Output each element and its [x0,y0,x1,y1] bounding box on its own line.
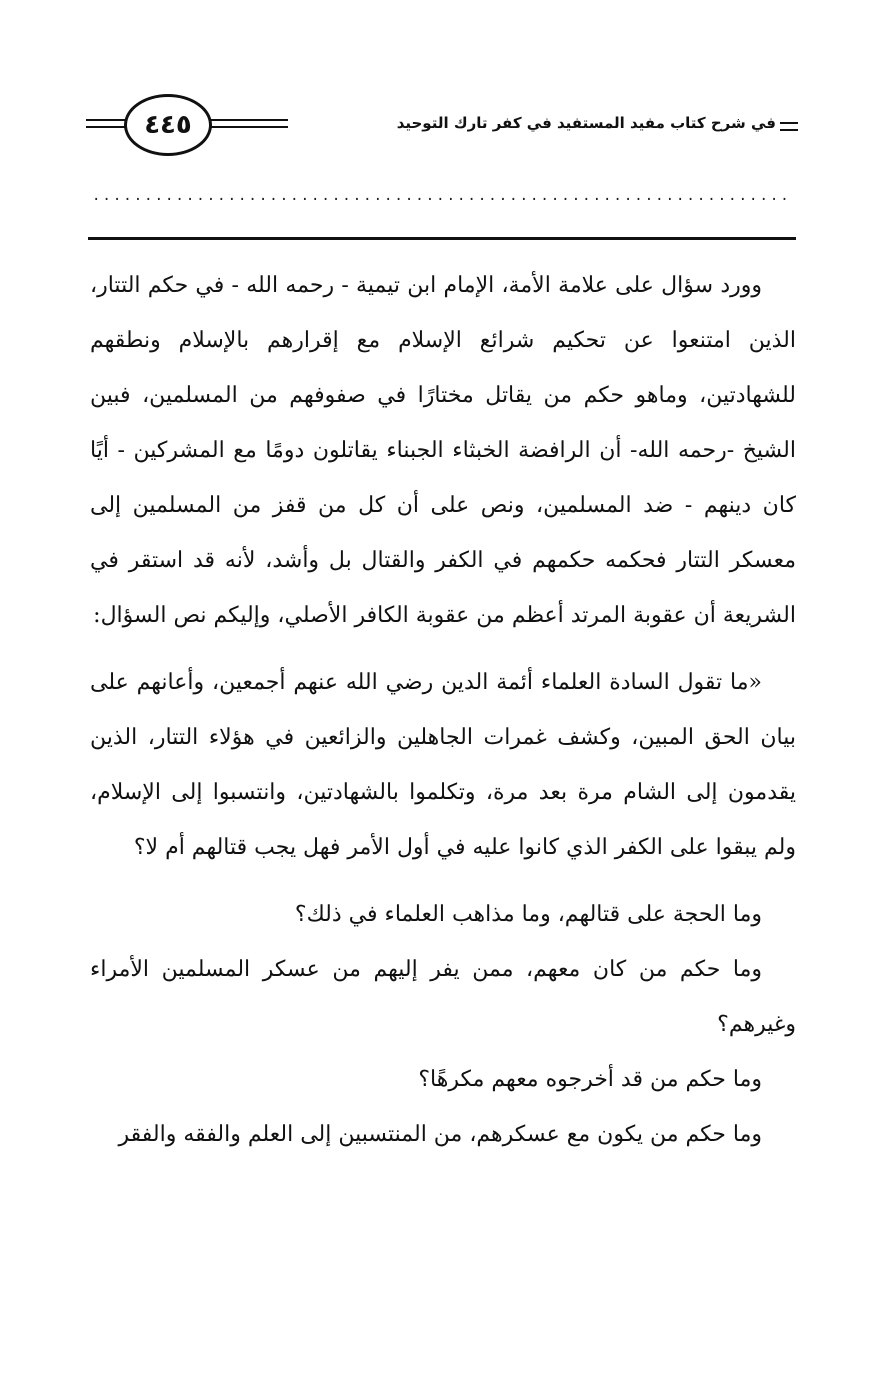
paragraph-question-4: وما حكم من قد أخرجوه معهم مكرهًا؟ [418,1067,762,1092]
paragraph-question-2: وما الحجة على قتالهم، وما مذاهب العلماء في ذلك؟ [294,902,762,927]
header-decor-line-middle [210,119,288,128]
dotted-separator [92,188,794,208]
header-decor-line-right [780,122,798,131]
paragraph-question-quote: «ما تقول السادة العلماء أئمة الدين رضي الله عنهم أجمعين، وأعانهم على بيان الحق المبين، وكشف غمرات الجاهلين والزائعين في هؤلاء التتار، الذين يقدمون إلى الشام مرة بعد مرة، وتكلموا بالشهادتين، وانتسبوا إلى الإسلام، ولم يبقوا على الكفر الذي كانوا عليه في أول الأمر فهل يجب قتالهم أم لا؟ [90,670,796,860]
horizontal-rule [88,237,796,240]
dotted-separator-text: ................................................................... [92,188,791,204]
paragraph-intro: وورد سؤال على علامة الأمة، الإمام ابن تيمية - رحمه الله - في حكم التتار، الذين امتنعوا عن تحكيم شرائع الإسلام مع إقرارهم بالإسلام ونطقهم للشهادتين، وماهو حكم من يقاتل مختارًا في صفوفهم من المسلمين، فبين الشيخ -رحمه الله- أن الرافضة الخبثاء الجبناء يقاتلون دومًا مع المشركين - أيًا كان دينهم - ضد المسلمين، ونص على أن كل من قفز من المسلمين إلى معسكر التتار فحكمه حكمهم في الكفر والقتال بل وأشد، لأنه قد استقر في الشريعة أن عقوبة المرتد أعظم من عقوبة الكافر الأصلي، وإليكم نص السؤال: [90,273,797,628]
paragraph-question-3: وما حكم من كان معهم، ممن يفر إليهم من عسكر المسلمين الأمراء وغيرهم؟ [90,957,796,1037]
paragraph-question-5: وما حكم من يكون مع عسكرهم، من المنتسبين إلى العلم والفقه والفقر [118,1122,762,1147]
running-title: في شرح كتاب مفيد المستفيد في كفر تارك التوحيد [396,114,776,132]
header-decor-line-left [86,119,126,128]
page-number-oval [124,94,212,156]
page-number: ٤٤٥ [144,110,192,140]
page-body [90,258,796,1162]
page-header [86,92,798,164]
